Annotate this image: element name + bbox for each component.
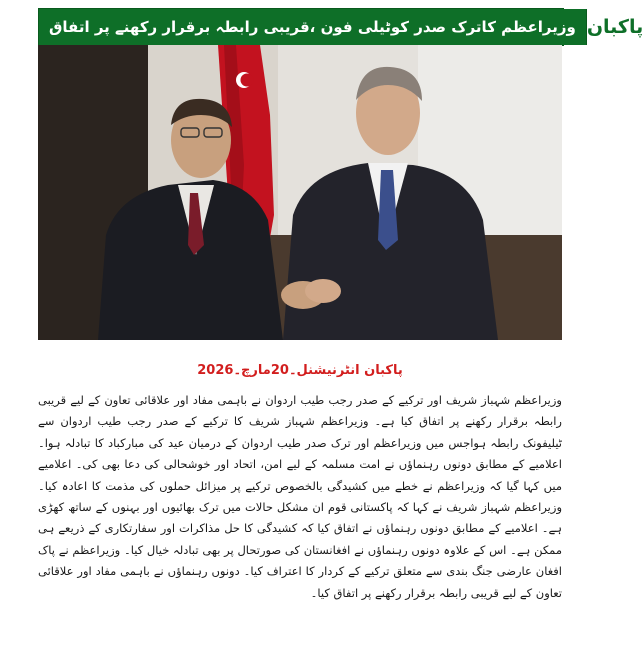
brand-logo: پاکبان (586, 9, 643, 45)
news-photo (38, 45, 562, 340)
photo-illustration (38, 45, 562, 340)
article-body: وزیراعظم شہباز شریف اور ترکیے کے صدر رجب طیب اردوان نے باہمی مفاد اور علاقائی تعاون کے لیے قریبی رابطہ برقرار رکھنے پر اتفاق کیا ہے۔ وزیراعظم شہباز شریف کا ترکیے کے صدر رجب طیب اردوان سے ٹیلیفونک رابطہ ہواجس میں وزیراعظم اور ترک صدر طیب اردوان کے درمیان عید کی مبارکباد کا تبادلہ ہوا۔ اعلامیے کے مطابق دونوں رہنماؤں نے امت مسلمہ کے لیے امن، اتحاد اور خوشحالی کی دعا بھی کی۔ اعلامیے میں کہا گیا کہ وزیراعظم نے خطے میں کشیدگی بالخصوص ترکیے پر میزائل حملوں کی مذمت کا اعادہ کیا۔ وزیراعظم شہباز شریف نے کہا کہ پاکستانی قوم ان مشکل حالات میں ترک بھائیوں اور بہنوں کے ساتھ کھڑی ہے۔ اعلامیے کے مطابق دونوں رہنماؤں نے اتفاق کیا کہ کشیدگی کا حل مذاکرات اور سفارتکاری کے ذریعے ہی ممکن ہے۔ اس کے علاوہ دونوں رہنماؤں نے افغانستان کی صورتحال پر بھی تبادلہ خیال کیا۔ وزیراعظم نے پاک افغان عارضی جنگ بندی سے متعلق ترکیے کے کردار کا اعتراف کیا۔ دونوں رہنماؤں نے باہمی مفاد اور علاقائی تعاون کے لیے قریبی رابطہ برقرار رکھنے پر اتفاق کیا۔ (38, 393, 562, 600)
news-header-bar (38, 8, 643, 46)
dateline: پاکبان انٹرنیشنل۔20مارچ۔2026 (197, 363, 403, 378)
headline: وزیراعظم کاترک صدر کوٹیلی فون ،قریبی رابطہ برقرار رکھنے پر اتفاق (39, 9, 586, 45)
